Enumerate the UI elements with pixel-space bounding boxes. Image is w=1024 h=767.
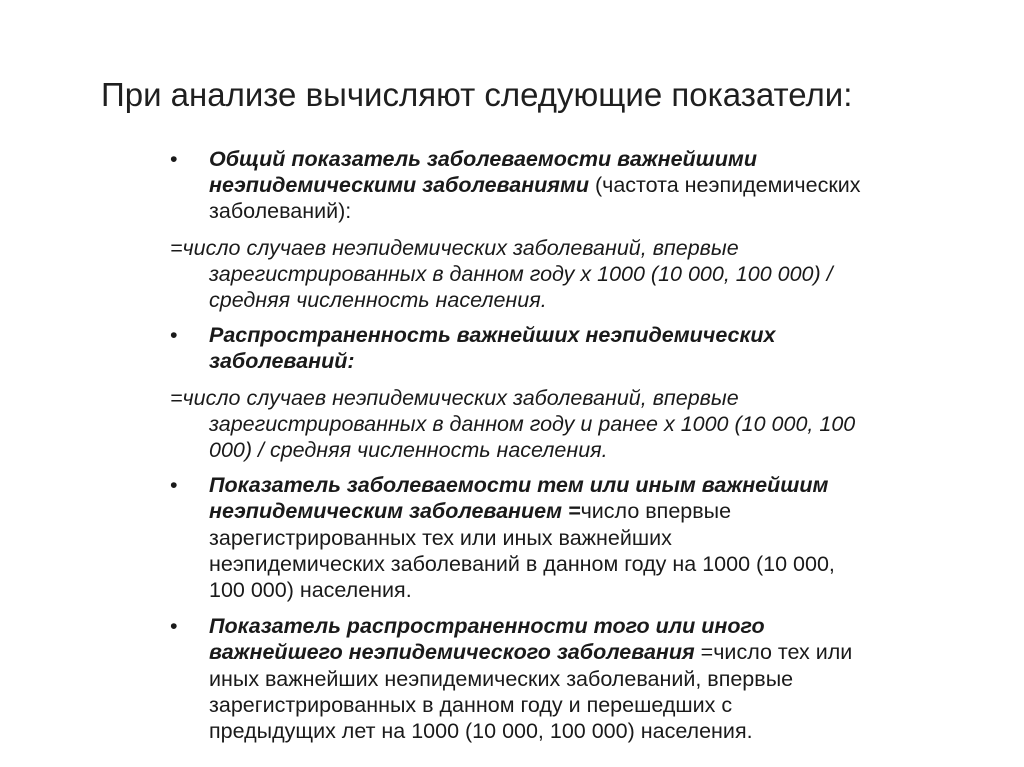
bold-text: неэпидемическим заболеванием = (209, 499, 581, 524)
text-line (209, 472, 1024, 498)
formula-line: зарегистрированных в данном году х 1000 (10 000, 100 000) / (209, 261, 833, 286)
text-line (209, 198, 1024, 224)
plain-text: число впервые (580, 499, 732, 524)
formula-line: =число случаев неэпидемических заболеваний, впервые (170, 385, 739, 410)
plain-text: =число тех или (694, 640, 853, 665)
bullet-marker: • (170, 614, 178, 639)
formula-line: =число случаев неэпидемических заболеваний, впервые (170, 235, 739, 260)
bold-text: Показатель распространенности того или иного (209, 614, 765, 639)
formula-prevalence (0, 385, 1024, 464)
text-line (209, 146, 1024, 172)
formula-general-incidence (0, 235, 1024, 314)
bullet-marker: • (170, 473, 178, 498)
bold-text: Общий показатель заболеваемости важнейшими (209, 147, 757, 171)
bold-text: неэпидемическими заболеваниями (209, 173, 590, 198)
text-line (209, 577, 1024, 603)
bullet-item-specific-incidence (0, 472, 1024, 603)
text-line (209, 718, 1024, 744)
formula-line: средняя численность населения. (209, 288, 547, 313)
text-line (209, 613, 1024, 639)
plain-text: неэпидемических заболеваний в данном году на 1000 (10 000, (209, 551, 835, 576)
text-line (209, 172, 1024, 198)
bullet-item-general-incidence (0, 146, 1024, 225)
formula-line: 000) / средняя численность населения. (209, 438, 608, 463)
plain-text: заболеваний): (209, 199, 352, 224)
bold-text: заболеваний: (209, 349, 355, 374)
formula-line: зарегистрированных в данном году и ранее х 1000 (10 000, 100 (209, 411, 856, 436)
slide-body (0, 146, 1024, 754)
bold-text: Показатель заболеваемости тем или иным важнейшим (209, 473, 829, 498)
plain-text: зарегистрированных тех или иных важнейших (209, 525, 672, 550)
text-line (209, 666, 1024, 692)
text-line (209, 525, 1024, 551)
text-line (209, 322, 1024, 348)
text-line (209, 639, 1024, 665)
bullet-marker: • (170, 147, 178, 171)
plain-text: зарегистрированных в данном году и перешедших с (209, 692, 733, 717)
plain-text: иных важнейших неэпидемических заболеваний, впервые (209, 666, 794, 691)
bullet-item-prevalence (0, 322, 1024, 374)
plain-text: предыдущих лет на 1000 (10 000, 100 000) населения. (209, 719, 753, 744)
slide-title: При анализе вычисляют следующие показатели: (101, 76, 853, 113)
bold-text: Распространенность важнейших неэпидемических (209, 323, 776, 348)
text-line (209, 348, 1024, 374)
bold-text: важнейшего неэпидемического заболевания (209, 640, 695, 665)
text-line (209, 551, 1024, 577)
bullet-marker: • (170, 323, 178, 348)
text-line (209, 692, 1024, 718)
text-line (209, 498, 1024, 524)
plain-text: 100 000) населения. (209, 578, 412, 603)
plain-text: (частота неэпидемических (589, 173, 861, 198)
bullet-item-specific-prevalence (0, 613, 1024, 744)
